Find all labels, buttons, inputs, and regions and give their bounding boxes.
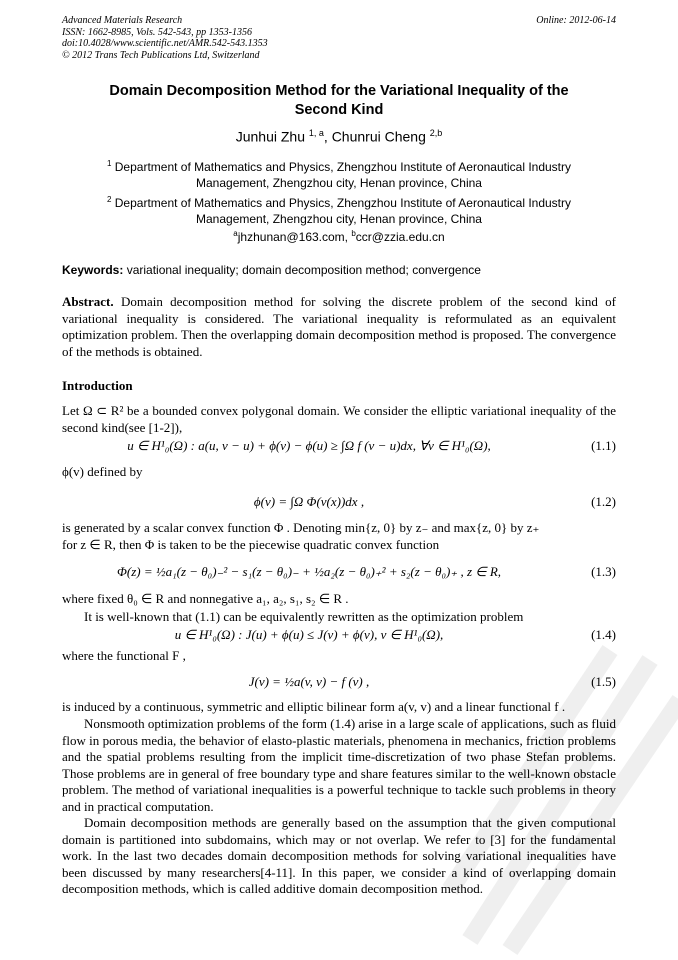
affiliation-1 <box>62 156 616 191</box>
intro-paragraph-2-line-1: is generated by a scalar convex function Φ . Denoting min{z, 0} by z₋ and max{z, 0} by z₊ <box>62 520 540 535</box>
author-1: Junhui Zhu <box>235 128 305 145</box>
intro-paragraph-8: Domain decomposition methods are generally based on the assumption that the given computional domain is partitioned into subdomains, which may or not overlap. We refer to [3] for the fundamental work. In the last two decades domain decomposition methods for solving variational inequalities have been discussed by many researchers[4-11]. In this paper, we consider a kind of overlapping domain decomposition methods, which is called additive domain decomposition method. <box>62 815 616 896</box>
keywords-label: Keywords: <box>62 263 124 277</box>
abstract-text: Domain decomposition method for solving the discrete problem of the second kind of variational inequality is considered. The variational inequality is reformulated as an equivalent optimization problem. Then the overlapping domain decomposition method is proposed. The convergence of the methods is obtained. <box>62 294 617 359</box>
title-line-2: Second Kind <box>294 102 384 118</box>
author-2-affil: 2,b <box>429 128 443 138</box>
phi-definition-text: ϕ(v) defined by <box>62 464 143 479</box>
equation-1-1 <box>62 438 616 458</box>
email-a[interactable]: jhzhunan@163.com, <box>237 230 352 244</box>
equation-1-5 <box>62 674 616 694</box>
copyright-line: © 2012 Trans Tech Publications Ltd, Switzerland <box>62 49 260 61</box>
journal-header <box>62 15 616 61</box>
affiliation-2-sup: 2 <box>106 195 112 204</box>
email-b-sup: b <box>351 229 356 238</box>
intro-paragraph-3: where fixed θ₀ ∈ R and nonnegative a₁, a₂, s₁, s₂ ∈ R . <box>62 591 349 606</box>
author-separator: , <box>323 128 332 145</box>
equation-1-2-number: (1.2) <box>591 494 616 509</box>
equation-1-4-number: (1.4) <box>591 627 616 642</box>
equation-1-3-expr: Φ(z) = ½a₁(z − θ₀)₋² − s₁(z − θ₀)₋ + ½a₂(z − θ₀)₊² + s₂(z − θ₀)₊ , z ∈ R, <box>116 564 502 579</box>
intro-paragraph-1: Let Ω ⊂ R² be a bounded convex polygonal domain. We consider the elliptic variational inequality of the second kind(see [1-2]), <box>62 403 616 435</box>
intro-paragraph-7: Nonsmooth optimization problems of the form (1.4) arise in a large scale of applications, such as fluid flow in porous media, the behavior of elasto-plastic materials, phenomena in mechanics, friction problems and the spatial problems resulting from the implicit time-discretization of two phase Stefan problems. Those problems are in general of free boundary type and share features similar to the well-known obstacle problem. The method of variational inequalities is a powerful technique to tackle such problems in theory and in practical computation. <box>62 716 616 814</box>
equation-1-2 <box>62 494 616 514</box>
keywords <box>62 263 616 277</box>
affiliation-2-line-2: Management, Zhengzhou city, Henan province, China <box>196 211 482 226</box>
section-heading-introduction: Introduction <box>62 378 133 393</box>
equation-1-3-number: (1.3) <box>591 564 616 579</box>
affiliation-1-line-1: Department of Mathematics and Physics, Zhengzhou Institute of Aeronautical Industry <box>114 160 572 174</box>
intro-paragraph-4: It is well-known that (1.1) can be equivalently rewritten as the optimization problem <box>84 609 524 624</box>
abstract <box>62 294 616 360</box>
author-line <box>62 128 616 145</box>
issn-line: ISSN: 1662-8985, Vols. 542-543, pp 1353-1356 <box>62 26 252 38</box>
doi-line: doi:10.4028/www.scientific.net/AMR.542-543.1353 <box>62 38 268 49</box>
author-1-affil: 1, a <box>308 128 324 138</box>
equation-1-2-expr: ϕ(v) = ∫Ω Φ(v(x))dx , <box>253 494 365 509</box>
keywords-text: variational inequality; domain decomposition method; convergence <box>126 263 481 277</box>
email-line <box>62 229 616 244</box>
intro-paragraph-2 <box>62 520 616 553</box>
abstract-label: Abstract. <box>62 294 114 309</box>
equation-1-1-number: (1.1) <box>591 438 616 453</box>
affiliation-1-sup: 1 <box>106 159 112 168</box>
equation-1-5-number: (1.5) <box>591 674 616 689</box>
paper-title <box>62 82 616 120</box>
title-line-1: Domain Decomposition Method for the Variational Inequality of the <box>109 83 569 99</box>
email-b[interactable]: ccr@zzia.edu.cn <box>355 230 445 244</box>
author-2: Chunrui Cheng <box>331 128 426 145</box>
online-date: Online: 2012-06-14 <box>536 15 616 26</box>
intro-paragraph-6: is induced by a continuous, symmetric and elliptic bilinear form a(v, v) and a linear functional f . <box>62 699 566 714</box>
affiliation-2-line-1: Department of Mathematics and Physics, Zhengzhou Institute of Aeronautical Industry <box>114 196 572 210</box>
email-a-sup: a <box>233 229 238 238</box>
equation-1-1-expr: u ∈ H¹₀(Ω) : a(u, v − u) + ϕ(v) − ϕ(u) ≥ ∫Ω f (v − u)dx, ∀v ∈ H¹₀(Ω), <box>127 438 491 453</box>
equation-1-4-expr: u ∈ H¹₀(Ω) : J(u) + ϕ(u) ≤ J(v) + ϕ(v), v ∈ H¹₀(Ω), <box>174 627 444 642</box>
affiliation-1-line-2: Management, Zhengzhou city, Henan province, China <box>196 175 482 190</box>
intro-paragraph-5: where the functional F , <box>62 648 186 663</box>
intro-paragraph-2-line-2: for z ∈ R, then Φ is taken to be the piecewise quadratic convex function <box>62 536 440 552</box>
equation-1-5-expr: J(v) = ½a(v, v) − f (v) , <box>248 674 370 689</box>
affiliation-2 <box>62 192 616 227</box>
equation-1-4 <box>62 627 616 647</box>
journal-name: Advanced Materials Research <box>62 15 183 26</box>
equation-1-3 <box>62 564 616 584</box>
